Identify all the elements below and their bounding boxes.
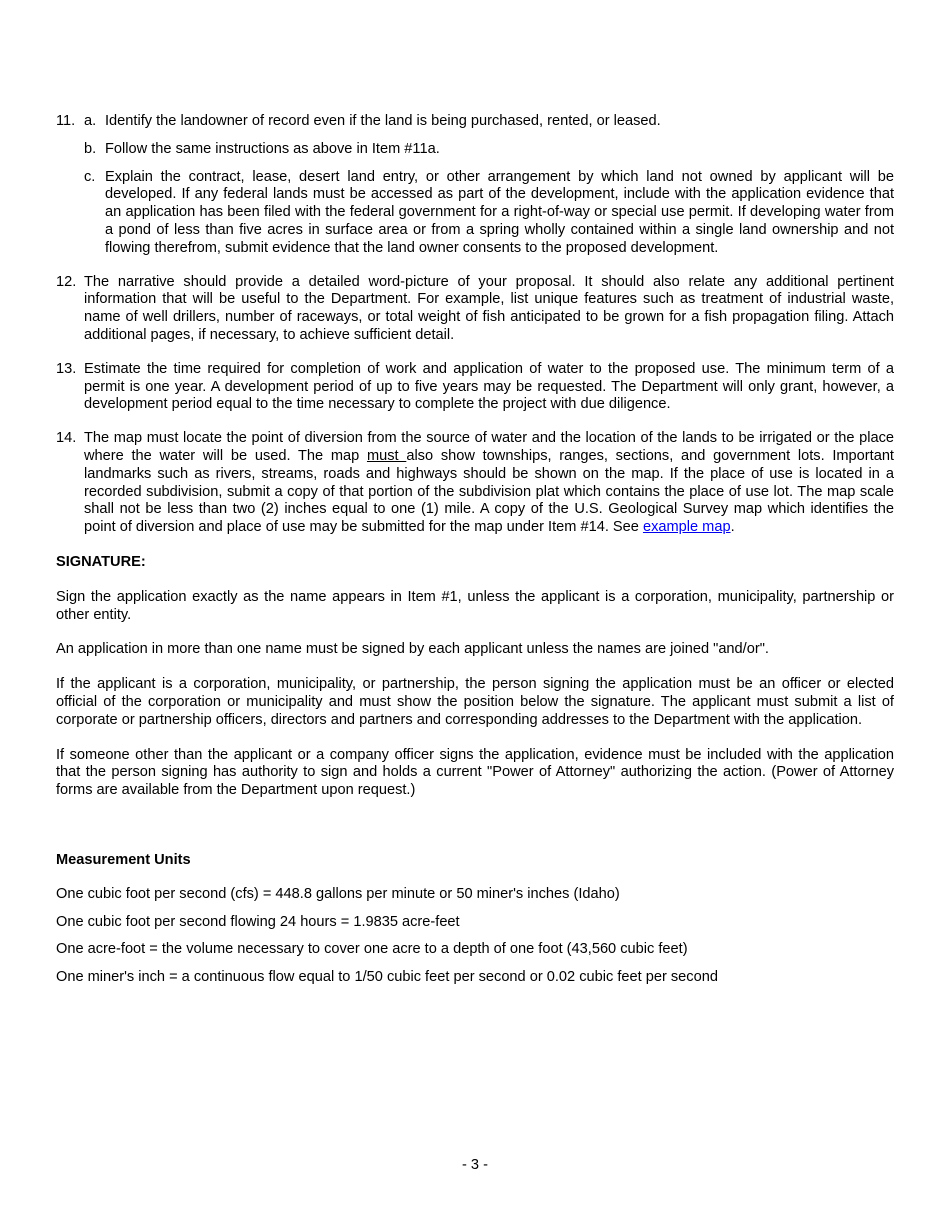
- signature-paragraph-1: Sign the application exactly as the name appears in Item #1, unless the applicant is a corporation, municipality, partnership or other entity.: [56, 588, 894, 623]
- sub-text: Follow the same instructions as above in Item #11a.: [105, 140, 440, 157]
- item-11b: [84, 141, 894, 159]
- item-text: [84, 430, 894, 537]
- item-11c: [84, 169, 894, 258]
- item-number: 14.: [56, 430, 77, 447]
- item-14-text-after: also show townships, ranges, sections, and government lots. Important landmarks such as rivers, streams, roads and highways should be shown on the map. If the place of use is located in a recorded subdivision, submit a copy of that portion of the subdivision plat which contains the place of use lot. The map scale shall not be less than two (2) inches equal to one (1) mile. A copy of the U.S. Geological Survey map which identifies the point of diversion and place of use may be submitted for the map under Item #14. See: [84, 447, 894, 536]
- measurement-line: One miner's inch = a continuous flow equal to 1/50 cubic feet per second or 0.02 cubic feet per second: [56, 969, 718, 986]
- item-number: 12.: [56, 273, 77, 290]
- item-14-period: .: [730, 519, 735, 536]
- item-number: 13.: [56, 360, 77, 377]
- sub-letter: c.: [84, 168, 96, 185]
- item-11a: [84, 113, 894, 131]
- signature-heading: SIGNATURE:: [56, 553, 146, 570]
- item-11-body: [84, 113, 894, 258]
- item-text: The narrative should provide a detailed word-picture of your proposal. It should also relate any additional pertinent information that will be useful to the Department. For example, list unique features such as treatment of industrial waste, name of well drillers, number of raceways, or total weight of fish anticipated to be grown for a fish propagation filing. Attach additional pages, if necessary, to achieve sufficient detail.: [84, 273, 894, 343]
- must-underlined: must: [366, 447, 407, 464]
- item-12: [56, 274, 894, 345]
- document-page: [56, 113, 894, 987]
- item-number: 11.: [56, 113, 76, 129]
- item-13: [56, 361, 894, 414]
- measurement-line: One acre-foot = the volume necessary to cover one acre to a depth of one foot (43,560 cubic feet): [56, 941, 688, 958]
- sub-text: Identify the landowner of record even if the land is being purchased, rented, or leased.: [105, 113, 661, 129]
- signature-paragraph-4: If someone other than the applicant or a company officer signs the application, evidence must be included with the application that the person signing has authority to sign and holds a current "Power of Attorney" authorizing the action. (Power of Attorney forms are available from the Department upon request.): [56, 746, 894, 799]
- sub-letter: a.: [84, 113, 97, 129]
- measurement-line: One cubic foot per second (cfs) = 448.8 gallons per minute or 50 miner's inches (Idaho): [56, 885, 620, 902]
- item-text: Estimate the time required for completion of work and application of water to the proposed use. The minimum term of a permit is one year. A development period of up to five years may be requested. The Department will only grant, however, a development period equal to the time necessary to complete the project with due diligence.: [84, 360, 894, 413]
- item-11: [56, 113, 894, 258]
- measurement-heading: Measurement Units: [56, 851, 191, 868]
- signature-paragraph-2: An application in more than one name must be signed by each applicant unless the names are joined "and/or".: [56, 641, 769, 658]
- measurement-line: One cubic foot per second flowing 24 hours = 1.9835 acre-feet: [56, 913, 460, 930]
- example-map-link[interactable]: example map: [642, 519, 731, 536]
- sub-text: Explain the contract, lease, desert land entry, or other arrangement by which land not owned by applicant will be developed. If any federal lands must be accessed as part of the development, include with the application evidence that an application has been filed with the federal government for a right-of-way or special use permit. If developing water from a pond of less than five acres in surface area or from a spring wholly contained within a single land ownership and not flowing therefrom, submit evidence that the land owner consents to the proposed development.: [105, 168, 894, 256]
- sub-letter: b.: [84, 140, 97, 157]
- page-number: - 3 -: [462, 1157, 488, 1173]
- item-14-text-before: The map must locate the point of diversion from the source of water and the location of the lands to be irrigated or the place where the water will be used. The map: [84, 430, 894, 464]
- item-14: [56, 430, 894, 537]
- signature-paragraph-3: If the applicant is a corporation, municipality, or partnership, the person signing the application must be an officer or elected official of the corporation or municipality and must show the position below the signature. The applicant must submit a list of corporate or partnership officers, directors and partners and corresponding addresses to the Department with the application.: [56, 676, 894, 728]
